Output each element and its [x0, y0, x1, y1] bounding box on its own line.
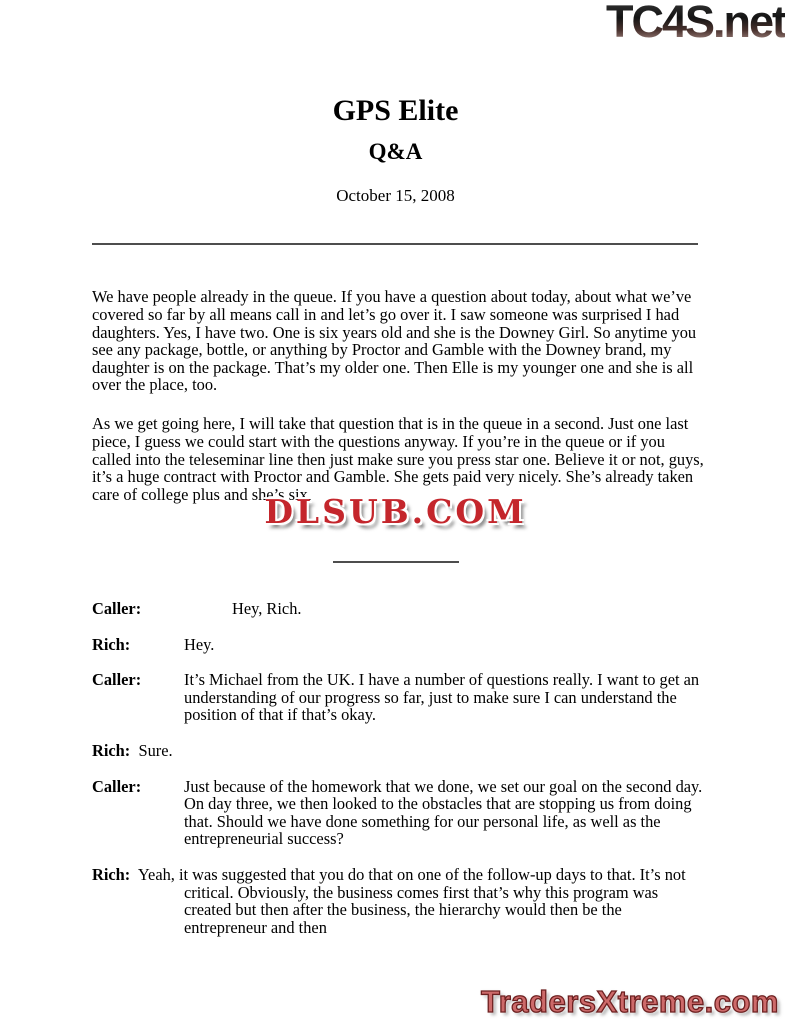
dialogue-entry: [92, 866, 704, 936]
speaker-label: Caller:: [92, 776, 142, 796]
dialogue-entry: [92, 742, 704, 760]
dialogue-entry: [92, 600, 704, 618]
speaker-text: Sure.: [138, 740, 173, 760]
speaker-label: Rich:: [92, 740, 131, 760]
page-subtitle: Q&A: [368, 139, 423, 164]
intro-paragraph-1: We have people already in the queue. If you have a question about today, about what we’ve covered so far by all means call in and let’s go over it. I saw someone was surprised I had daughters. Yes, I have two. One is six years old and she is the Downey Girl. So anytime you see any package, bottle, or anything by Proctor and Gamble with the Downey brand, my daughter is on the package. That’s my older one. Then Elle is my younger one and she is all over the place, too.: [92, 287, 697, 395]
dialogue-entry: [92, 778, 704, 848]
speaker-label: Rich:: [92, 864, 131, 884]
speaker-text: Hey.: [184, 634, 215, 654]
speaker-text: Hey, Rich.: [232, 599, 302, 618]
dialogue-entry: [92, 671, 704, 724]
tradersxtreme-watermark-logo: TradersXtreme.com: [481, 984, 779, 1019]
speaker-text: It’s Michael from the UK. I have a number of questions really. I want to get an understanding of our progress so far, just to make sure I can understand the position of that if that’s okay.: [184, 670, 700, 725]
speaker-text: Just because of the homework that we done, we set our goal on the second day. On day three, we then looked to the obstacles that are stopping us from doing that. Should we have done something for our personal life, as well as the entrepreneurial success?: [184, 776, 703, 849]
speaker-label: Rich:: [92, 634, 131, 654]
speaker-label: Caller:: [92, 599, 142, 618]
dialogue-section: [92, 600, 704, 954]
tc4s-watermark-logo: TC4S.net: [606, 0, 785, 48]
dlsub-watermark-logo: DLSUB.COM: [264, 492, 527, 531]
title-block: [0, 94, 791, 206]
page-date: October 15, 2008: [336, 186, 455, 205]
page-title: GPS Elite: [332, 94, 459, 127]
intro-paragraph-2: As we get going here, I will take that question that is in the queue in a second. Just one last piece, I guess we could start with the questions anyway. If you’re in the queue or if you called into the teleseminar line then just make sure you press star one. Believe it or not, guys, it’s a huge contract with Proctor and Gamble. She gets paid very nicely. She’s already taken care of college plus and she’s six.: [92, 414, 704, 504]
section-divider: [333, 561, 459, 563]
speaker-text: Yeah, it was suggested that you do that on one of the follow-up days to that. It’s not critical. Obviously, the business comes first that’s why this program was created but then after the business, the hierarchy would then be the entrepreneur and then: [137, 864, 686, 937]
horizontal-divider: [92, 243, 698, 245]
dialogue-entry: [92, 636, 704, 654]
speaker-label: Caller:: [92, 670, 142, 690]
